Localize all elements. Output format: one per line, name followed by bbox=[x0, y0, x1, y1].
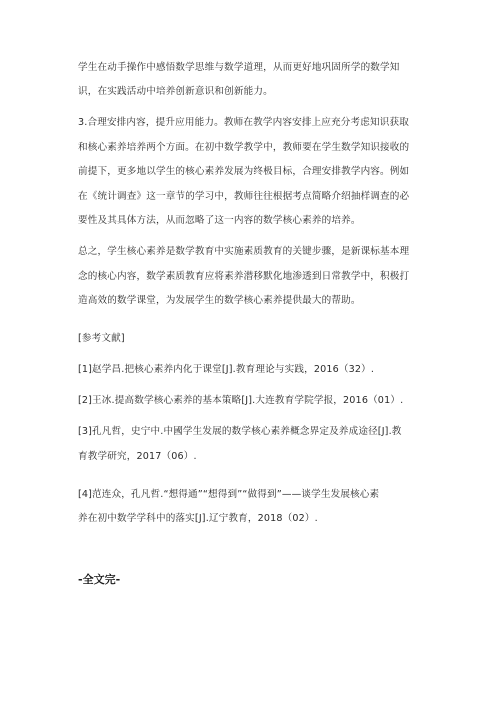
text-line: 总之，学生核心素养是数学教育中实施素质教育的关键步骤，是新课标基本理 bbox=[78, 246, 410, 257]
reference-item: [4]范连众，孔凡哲.“想得通”“想得到”“做得到”——谈学生发展核心素 bbox=[78, 489, 380, 500]
end-mark: -全文完- bbox=[78, 573, 121, 586]
text-line: 3.合理安排内容，提升应用能力。教师在教学内容安排上应充分考虑知识获取 bbox=[78, 117, 409, 128]
references-heading: [参考文献] bbox=[78, 333, 125, 344]
text-line: 和核心素养培养两个方面。在初中数学教学中，教师要在学生数学知识接收的 bbox=[78, 142, 410, 153]
text-line: 学生在动手操作中感悟数学思维与数学道理，从而更好地巩固所学的数学知 bbox=[78, 62, 400, 73]
reference-item-continuation: 养在初中数学学科中的落实[J].辽宁教育，2018（02）. bbox=[78, 513, 318, 524]
text-line: 造高效的数学课堂，为发展学生的数学核心素养提供最大的帮助。 bbox=[78, 295, 361, 306]
reference-item: [2]王冰.提高数学核心素养的基本策略[J].大连教育学院学报，2016（01）. bbox=[78, 395, 404, 406]
reference-item: [3]孔凡哲，史宁中.中國学生发展的数学核心素养概念界定及养成途径[J].教 bbox=[78, 426, 402, 437]
reference-item: [1]赵学昌.把核心素养内化于课堂[J].教育理论与实践，2016（32）. bbox=[78, 364, 375, 375]
text-line: 念的核心内容，数学素质教育应将素养潜移默化地渗透到日常教学中，积极打 bbox=[78, 271, 410, 282]
text-line: 在《统计调查》这一章节的学习中，教师往往根据考点简略介绍抽样调查的必 bbox=[78, 191, 410, 202]
text-line: 要性及其具体方法，从而忽略了这一内容的数学核心素养的培养。 bbox=[78, 215, 361, 226]
text-line: 前提下，更多地以学生的核心素养发展为终极目标，合理安排教学内容。例如 bbox=[78, 166, 410, 177]
reference-item-continuation: 育教学研究，2017（06）. bbox=[78, 451, 197, 462]
text-line: 识，在实践活动中培养创新意识和创新能力。 bbox=[78, 86, 273, 97]
